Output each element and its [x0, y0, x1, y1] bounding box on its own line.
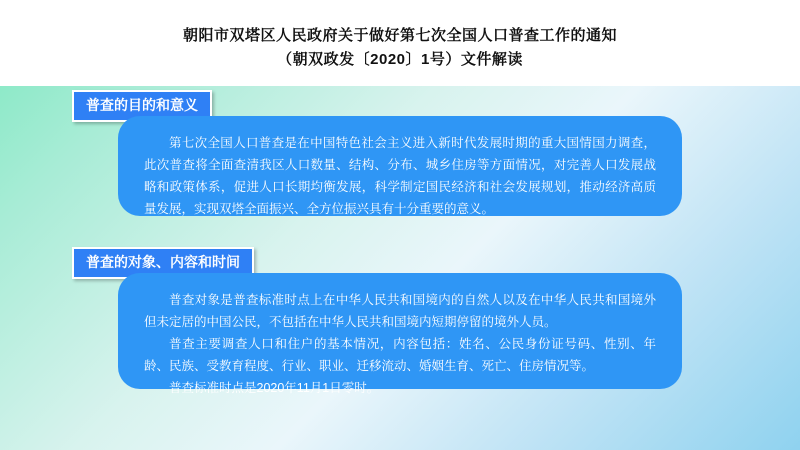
paragraph: 普查标准时点是2020年11月1日零时。: [169, 381, 380, 395]
paragraph: 普查主要调查人口和住户的基本情况，内容包括：姓名、公民身份证号码、性别、年龄、民族、受教育程度、行业、职业、迁移流动、婚姻生育、死亡、住房情况等。: [144, 337, 656, 373]
section-body-purpose: [118, 116, 682, 216]
paragraph: 第七次全国人口普查是在中国特色社会主义进入新时代发展时期的重大国情国力调查，此次普查将全面查清我区人口数量、结构、分布、城乡住房等方面情况，对完善人口发展战略和政策体系，促进人口长期均衡发展，科学制定国民经济和社会发展规划，推动经济高质量发展，实现双塔全面振兴、全方位振兴具有十分重要的意义。: [144, 136, 656, 216]
section-body-scope: [118, 273, 682, 395]
paragraph: 普查对象是普查标准时点上在中华人民共和国境内的自然人以及在中华人民共和国境外但未定居的中国公民，不包括在中华人民共和国境内短期停留的境外人员。: [144, 293, 656, 329]
page-title-line-2: （朝双政发〔2020〕1号）文件解读: [277, 51, 523, 68]
section-heading-purpose: 普查的目的和意义: [72, 90, 212, 122]
page-title-line-1: 朝阳市双塔区人民政府关于做好第七次全国人口普查工作的通知: [182, 27, 617, 44]
section-heading-scope: 普查的对象、内容和时间: [72, 247, 254, 279]
page-title: [0, 24, 800, 72]
